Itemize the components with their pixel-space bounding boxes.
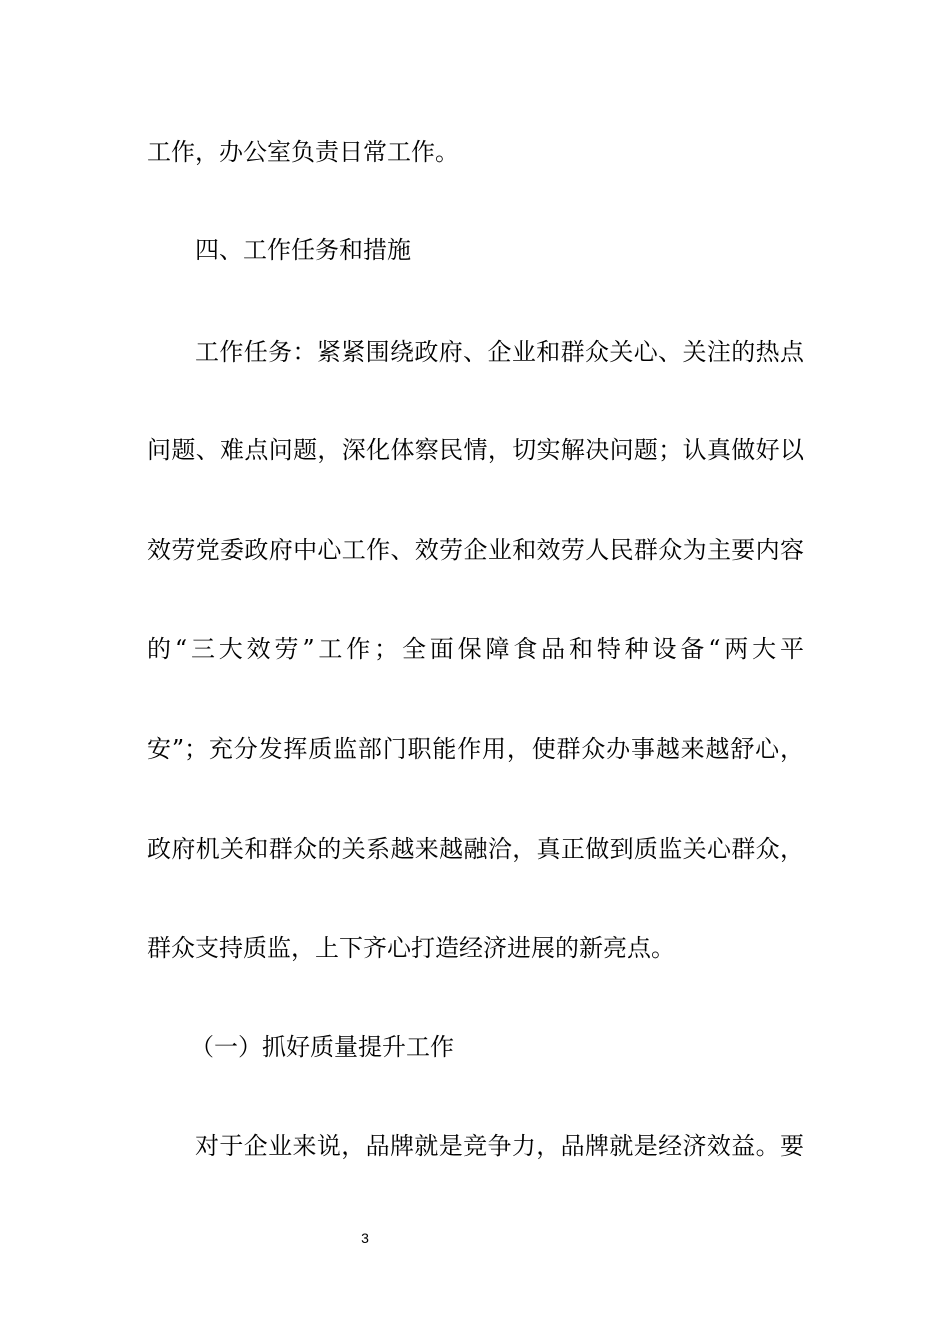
subsection-heading: （一）抓好质量提升工作: [190, 1033, 454, 1061]
section-heading: 四、工作任务和措施: [195, 236, 411, 264]
page-number: 3: [361, 1230, 369, 1246]
paragraph-line: 政府机关和群众的关系越来越融洽，真正做到质监关心群众，: [147, 835, 804, 863]
paragraph-line: 工作，办公室负责日常工作。: [147, 138, 459, 166]
paragraph-line: 问题、难点问题，深化体察民情，切实解决问题；认真做好以: [147, 436, 804, 464]
paragraph-line: 的“三大效劳”工作；全面保障食品和特种设备“两大平: [147, 635, 804, 663]
paragraph-line: 安”；充分发挥质监部门职能作用，使群众办事越来越舒心，: [147, 735, 804, 763]
paragraph-line: 效劳党委政府中心工作、效劳企业和效劳人民群众为主要内容: [147, 536, 804, 564]
paragraph-line: 工作任务：紧紧围绕政府、企业和群众关心、关注的热点: [195, 338, 804, 366]
paragraph-line: 群众支持质监，上下齐心打造经济进展的新亮点。: [147, 934, 675, 962]
paragraph-line: 对于企业来说，品牌就是竞争力，品牌就是经济效益。要: [195, 1132, 804, 1160]
